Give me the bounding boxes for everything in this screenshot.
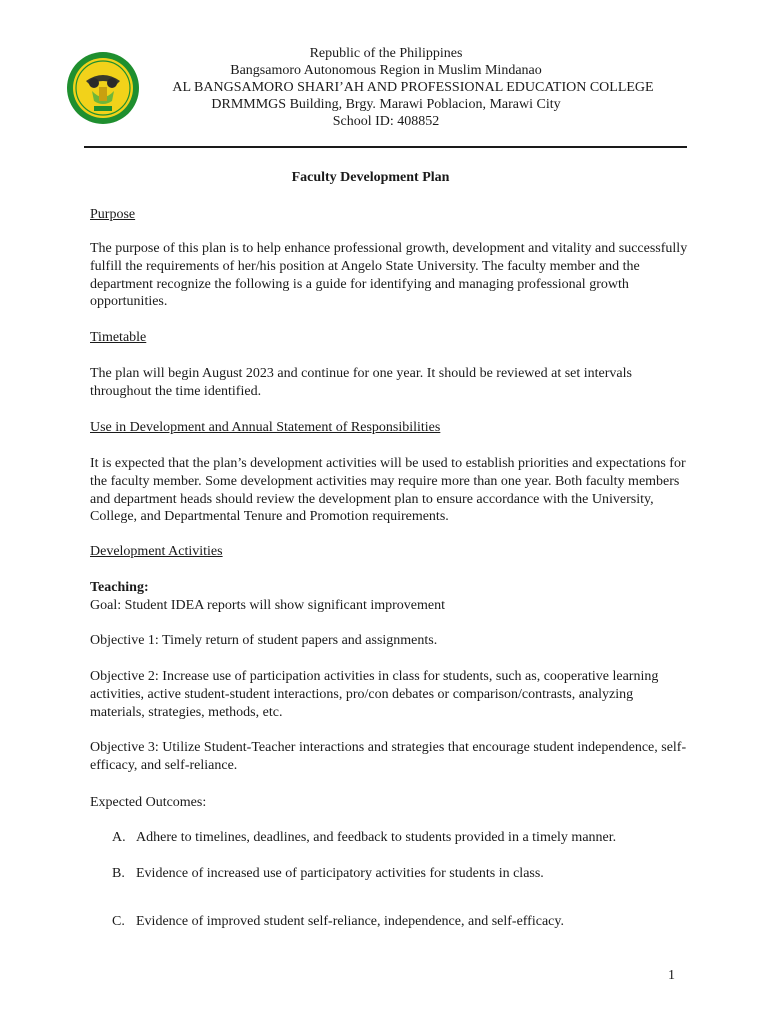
use-heading: Use in Development and Annual Statement of Responsibilities xyxy=(90,420,441,435)
use-paragraph: It is expected that the plan’s development activities will be used to establish priorities and expectations for the faculty member. Some development activities may require more than one year. Both faculty members and department heads should review the development plan to ensure accordance with the University, College, and Departmental Tenure and Promotion requirements. xyxy=(90,456,686,525)
outcome-text: Evidence of improved student self-reliance, independence, and self-efficacy. xyxy=(136,914,564,929)
header-republic: Republic of the Philippines xyxy=(309,46,463,61)
objective-1: Objective 1: Timely return of student papers and assignments. xyxy=(90,633,438,648)
document-title: Faculty Development Plan xyxy=(291,170,450,185)
header-school-id: School ID: 408852 xyxy=(332,114,440,129)
purpose-paragraph: The purpose of this plan is to help enhance professional growth, development and vitality and successfully fulfill the requirements of her/his position at Angelo State University. The faculty member and the department recognize the following is a guide for identifying and managing professional growth opportunities. xyxy=(90,241,688,310)
activities-heading: Development Activities xyxy=(90,544,223,559)
timetable-paragraph: The plan will begin August 2023 and continue for one year. It should be reviewed at set intervals throughout the time identified. xyxy=(90,366,632,399)
header-address: DRMMMGS Building, Brgy. Marawi Poblacion, Marawi City xyxy=(211,97,561,112)
page-number: 1 xyxy=(668,968,675,983)
timetable-heading: Timetable xyxy=(90,330,147,345)
outcome-item xyxy=(112,829,692,847)
goal-text: Goal: Student IDEA reports will show significant improvement xyxy=(90,598,446,613)
outcome-marker: A. xyxy=(112,830,126,845)
header-divider xyxy=(84,146,687,148)
outcome-text: Evidence of increased use of participatory activities for students in class. xyxy=(136,866,544,881)
outcome-text: Adhere to timelines, deadlines, and feedback to students provided in a timely manner. xyxy=(136,830,617,845)
purpose-heading: Purpose xyxy=(90,207,136,222)
objective-3: Objective 3: Utilize Student-Teacher interactions and strategies that encourage student independence, self-efficacy, and self-reliance. xyxy=(90,740,687,773)
outcomes-label: Expected Outcomes: xyxy=(90,795,207,810)
outcome-item xyxy=(112,865,692,883)
header-college-name: AL BANGSAMORO SHARI’AH AND PROFESSIONAL EDUCATION COLLEGE xyxy=(172,80,654,95)
teaching-label: Teaching: xyxy=(90,580,149,595)
outcome-item xyxy=(112,913,692,931)
header-region: Bangsamoro Autonomous Region in Muslim Mindanao xyxy=(230,63,542,78)
outcome-marker: B. xyxy=(112,866,125,881)
objective-2: Objective 2: Increase use of participation activities in class for students, such as, cooperative learning activities, active student-student interactions, pro/con debates or comparison/contrasts, analyzing materials, strategies, methods, etc. xyxy=(90,669,659,720)
outcome-marker: C. xyxy=(112,914,125,929)
